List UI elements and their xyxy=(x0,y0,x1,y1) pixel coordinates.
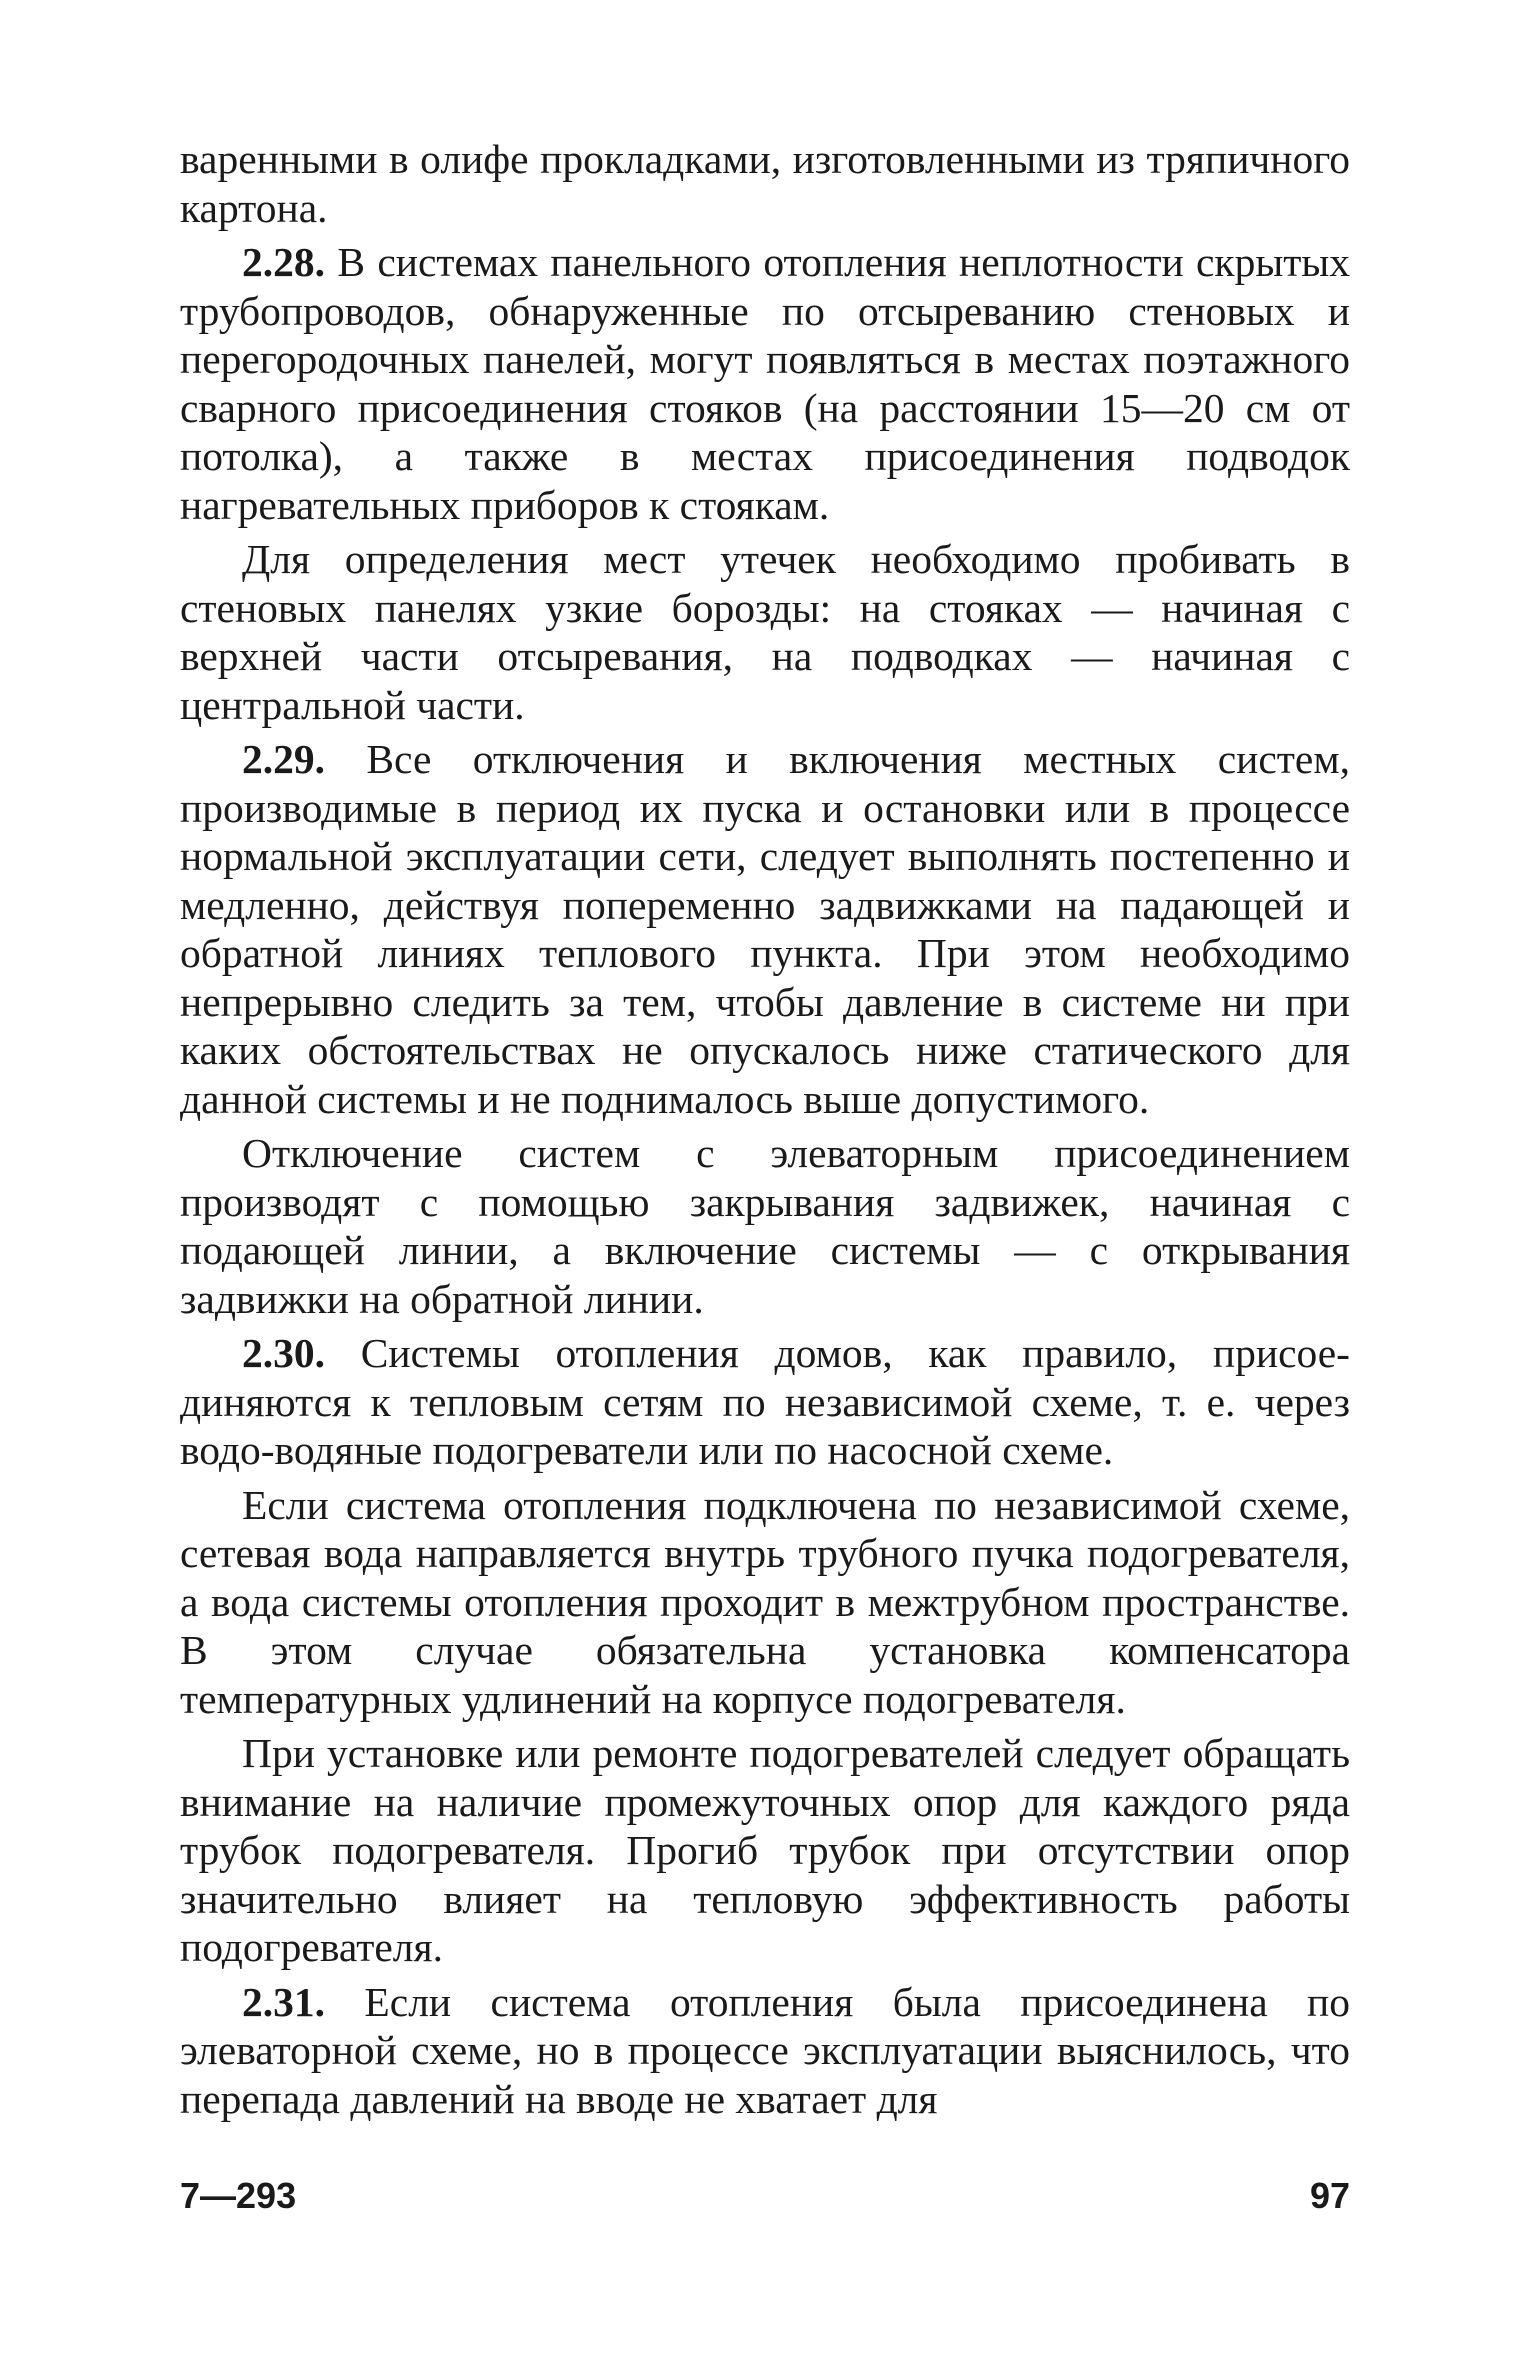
page-footer xyxy=(180,2175,1350,2225)
clause-number: 2.30. xyxy=(242,1330,325,1376)
clause-number: 2.29. xyxy=(242,736,325,782)
clause-number: 2.28. xyxy=(242,239,325,285)
paragraph-heater-repair xyxy=(180,1729,1350,1972)
paragraph-independent-scheme xyxy=(180,1481,1350,1724)
page-number: 97 xyxy=(1309,2175,1350,2216)
paragraph-text: Отключение систем с элеваторным присоединением производят с помощью закрывания задвижек, начиная с подающей линии, а включение системы — с открывания задвижки на обратной линии. xyxy=(180,1130,1350,1322)
paragraph-2-29 xyxy=(180,735,1350,1123)
paragraph-2-30 xyxy=(180,1329,1350,1475)
paragraph-continuation xyxy=(180,135,1350,232)
paragraph-text: варенными в олифе прокладками, изготовленными из тряпичного картона. xyxy=(180,136,1350,231)
clause-number: 2.31. xyxy=(242,1978,325,2025)
paragraph-text: Для определения мест утечек необходимо пробивать в стеновых панелях узкие борозды: на стояках — начиная с верхней части отсыревания, на подводках — начиная с центральной части. xyxy=(180,536,1350,728)
paragraph-text: Если система отопления была присоединена по элеваторной схеме, но в процессе эксплуатации выяснилось, что перепада давлений на вводе не хватает для xyxy=(180,1978,1350,2122)
paragraph-text: Системы отопления домов, как правило, присоединяются к тепловым сетям по независимой схеме, т. е. через водо-водяные подогреватели или по насосной схеме. xyxy=(180,1330,1350,1473)
printer-signature: 7—293 xyxy=(180,2175,297,2216)
paragraph-2-31 xyxy=(180,1978,1350,2124)
paragraph-leak-detection xyxy=(180,535,1350,729)
paragraph-text: При установке или ремонте подогревателей следует обращать внимание на наличие промежуточных опор для каждого ряда трубок подогревателя. Прогиб трубок при отсутствии опор значительно влияет на тепловую эффективность работы подогревателя. xyxy=(180,1730,1350,1970)
paragraph-2-28 xyxy=(180,238,1350,529)
paragraph-text: Все отключения и включения местных систем, производимые в период их пуска и остановки или в процессе нормальной эксплуатации сети, следует выполнять постепенно и медленно, действуя попеременно задвижками на падающей и обратной линиях теплового пункта. При этом необходимо непрерывно следить за тем, чтобы давление в системе ни при каких обстоятельствах не опускалось ниже статического для данной системы и не поднималось выше допустимого. xyxy=(180,736,1350,1122)
paragraph-text: В системах панельного отопления неплотности скрытых трубопроводов, обнаруженные по отсыреванию стеновых и перегородочных панелей, могут появляться в местах поэтажного сварного присоединения стояков (на расстоянии 15—20 см от потолка), а также в местах присоединения подводок нагревательных приборов к стоякам. xyxy=(180,239,1350,528)
paragraph-elevator-shutdown xyxy=(180,1129,1350,1323)
paragraph-text: Если система отопления подключена по независимой схеме, сетевая вода направляется внутрь трубного пучка подогревателя, а вода системы отопления проходит в межтрубном пространстве. В этом случае обязательна установка компенсатора температурных удлинений на корпусе подогревателя. xyxy=(180,1481,1350,1722)
page-body xyxy=(180,135,1350,2129)
